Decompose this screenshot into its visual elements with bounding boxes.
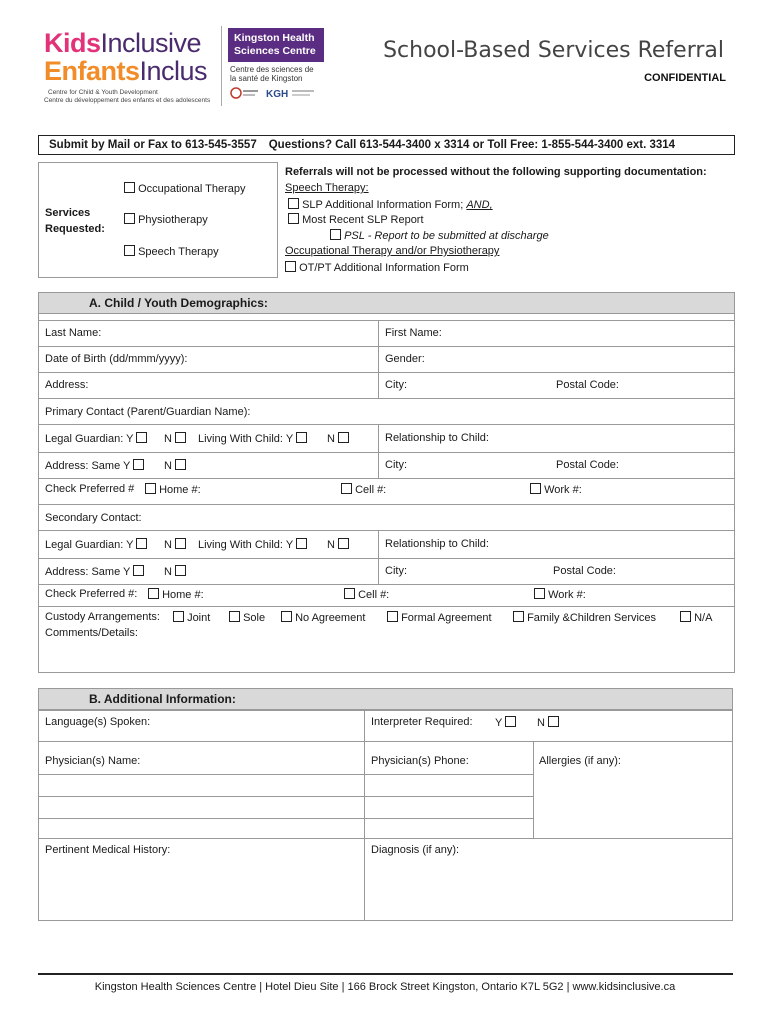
primary-address-n-checkbox[interactable] xyxy=(175,459,186,470)
custody-na-option[interactable]: N/A xyxy=(680,611,712,624)
slp-form-item[interactable]: SLP Additional Information Form; AND, xyxy=(288,198,493,211)
custody-sole-checkbox[interactable] xyxy=(229,611,240,622)
section-b-heading: B. Additional Information: xyxy=(38,688,733,710)
khsc-logo xyxy=(228,28,324,99)
secondary-address-n-checkbox[interactable] xyxy=(175,565,186,576)
questions-text: Questions? Call 613-544-3400 x 3314 or Toll Free: 1-855-544-3400 ext. 3314 xyxy=(268,139,676,151)
secondary-work-option[interactable]: Work #: xyxy=(534,588,586,601)
custody-joint-checkbox[interactable] xyxy=(173,611,184,622)
khsc-fr-line2: la santé de Kingston xyxy=(230,74,303,83)
interpreter-n-option[interactable]: N xyxy=(537,716,559,729)
khsc-line2: Sciences Centre xyxy=(234,45,316,57)
interpreter-n-checkbox[interactable] xyxy=(548,716,559,727)
services-label: Services Requested: xyxy=(45,207,105,235)
secondary-contact-field[interactable]: Secondary Contact: xyxy=(45,512,142,524)
primary-guardian-y-checkbox[interactable] xyxy=(136,432,147,443)
khsc-fr-line1: Centre des sciences de xyxy=(230,65,314,74)
speech-checkbox[interactable] xyxy=(124,245,135,256)
section-a-heading: A. Child / Youth Demographics: xyxy=(38,292,735,314)
secondary-guardian-y-checkbox[interactable] xyxy=(136,538,147,549)
ot-checkbox[interactable] xyxy=(124,182,135,193)
confidential-label: CONFIDENTIAL xyxy=(644,72,726,84)
last-name-field[interactable]: Last Name: xyxy=(45,327,102,339)
logo-subtitle-fr: Centre du développement des enfants et des adolescents xyxy=(44,97,211,104)
hospital-logo-icon xyxy=(230,87,260,99)
primary-address-same: Address: Same Y xyxy=(45,459,144,472)
primary-address-y-checkbox[interactable] xyxy=(133,459,144,470)
physician-phone-field[interactable]: Physician(s) Phone: xyxy=(371,755,469,767)
primary-work-checkbox[interactable] xyxy=(530,483,541,494)
secondary-living-y-checkbox[interactable] xyxy=(296,538,307,549)
custody-joint-option[interactable]: Joint xyxy=(173,611,210,624)
primary-legal-guardian: Legal Guardian: Y xyxy=(45,432,147,445)
page-title: School-Based Services Referral xyxy=(383,38,724,63)
primary-home-checkbox[interactable] xyxy=(145,483,156,494)
gender-field[interactable]: Gender: xyxy=(385,353,425,365)
medical-history-field[interactable]: Pertinent Medical History: xyxy=(45,844,171,856)
primary-living-with: Living With Child: Y xyxy=(198,432,307,445)
custody-family-option[interactable]: Family &Children Services xyxy=(513,611,656,624)
primary-work-option[interactable]: Work #: xyxy=(530,483,582,496)
comments-field[interactable]: Comments/Details: xyxy=(45,627,138,639)
custody-na-checkbox[interactable] xyxy=(680,611,691,622)
khsc-sublogos xyxy=(228,87,324,99)
footer-address: Kingston Health Sciences Centre | Hotel Dieu Site | 166 Brock Street Kingston, Ontario K7L 5G2 | www.kidsinclusive.ca xyxy=(94,981,676,993)
dob-field[interactable]: Date of Birth (dd/mmm/yyyy): xyxy=(45,353,188,365)
primary-living-y-checkbox[interactable] xyxy=(296,432,307,443)
service-option-speech[interactable]: Speech Therapy xyxy=(124,245,219,258)
secondary-guardian-n: N xyxy=(164,538,186,551)
secondary-check-preferred: Check Preferred #: xyxy=(45,588,138,600)
secondary-address-n: N xyxy=(164,565,186,578)
service-option-ot[interactable]: Occupational Therapy xyxy=(124,182,245,195)
interpreter-y-option[interactable]: Y xyxy=(495,716,516,729)
primary-postal-field[interactable]: Postal Code: xyxy=(556,459,619,471)
documentation-notice: Referrals will not be processed without the following supporting documentation: xyxy=(285,166,707,178)
primary-guardian-n-checkbox[interactable] xyxy=(175,432,186,443)
primary-home-option[interactable]: Home #: xyxy=(145,483,201,496)
mail-fax-text: Submit by Mail or Fax to 613-545-3557 xyxy=(49,139,257,151)
logo-inclus-text: Inclus xyxy=(139,56,208,86)
custody-formal-option[interactable]: Formal Agreement xyxy=(387,611,492,624)
custody-no-agreement-checkbox[interactable] xyxy=(281,611,292,622)
allergies-field[interactable]: Allergies (if any): xyxy=(539,755,621,767)
khsc-line1: Kingston Health xyxy=(234,32,315,44)
contact-bar xyxy=(38,135,735,155)
slp-report-item[interactable]: Most Recent SLP Report xyxy=(288,213,424,226)
primary-cell-checkbox[interactable] xyxy=(341,483,352,494)
secondary-living-with: Living With Child: Y xyxy=(198,538,307,551)
kids-inclusive-logo xyxy=(44,30,210,105)
first-name-field[interactable]: First Name: xyxy=(385,327,442,339)
pt-checkbox[interactable] xyxy=(124,213,135,224)
postal-code-field[interactable]: Postal Code: xyxy=(556,379,619,391)
secondary-city-field[interactable]: City: xyxy=(385,565,407,577)
secondary-living-n-checkbox[interactable] xyxy=(338,538,349,549)
logo-inclusive-text: Inclusive xyxy=(100,28,202,58)
secondary-guardian-n-checkbox[interactable] xyxy=(175,538,186,549)
secondary-address-y-checkbox[interactable] xyxy=(133,565,144,576)
custody-formal-checkbox[interactable] xyxy=(387,611,398,622)
custody-sole-option[interactable]: Sole xyxy=(229,611,265,624)
logo-subtitle-en: Centre for Child & Youth Development xyxy=(48,89,158,96)
diagnosis-field[interactable]: Diagnosis (if any): xyxy=(371,844,460,856)
address-field[interactable]: Address: xyxy=(45,379,89,391)
slp-form-checkbox[interactable] xyxy=(288,198,299,209)
languages-field[interactable]: Language(s) Spoken: xyxy=(45,716,151,728)
logo-enfants-text: Enfants xyxy=(44,56,140,86)
kgh-logo-icon xyxy=(266,87,316,99)
secondary-legal-guardian: Legal Guardian: Y xyxy=(45,538,147,551)
ot-pt-heading: Occupational Therapy and/or Physiotherapy xyxy=(285,245,500,257)
primary-relationship-field[interactable]: Relationship to Child: xyxy=(385,432,489,444)
secondary-living-n: N xyxy=(327,538,349,551)
primary-guardian-n: N xyxy=(164,432,186,445)
primary-living-n-checkbox[interactable] xyxy=(338,432,349,443)
primary-cell-option[interactable]: Cell #: xyxy=(341,483,386,496)
secondary-work-checkbox[interactable] xyxy=(534,588,545,599)
primary-contact-field[interactable]: Primary Contact (Parent/Guardian Name): xyxy=(45,406,251,418)
physician-name-field[interactable]: Physician(s) Name: xyxy=(45,755,141,767)
secondary-address-same: Address: Same Y xyxy=(45,565,144,578)
secondary-cell-checkbox[interactable] xyxy=(344,588,355,599)
secondary-home-option[interactable]: Home #: xyxy=(148,588,204,601)
svg-text:KGH: KGH xyxy=(266,89,289,99)
city-field[interactable]: City: xyxy=(385,379,407,391)
otpt-form-checkbox[interactable] xyxy=(285,261,296,272)
primary-address-n: N xyxy=(164,459,186,472)
secondary-home-checkbox[interactable] xyxy=(148,588,159,599)
secondary-relationship-field[interactable]: Relationship to Child: xyxy=(385,538,489,550)
logo-kids-text: Kids xyxy=(44,28,101,58)
interpreter-y-checkbox[interactable] xyxy=(505,716,516,727)
primary-living-n: N xyxy=(327,432,349,445)
logo-divider xyxy=(221,26,222,106)
slp-report-checkbox[interactable] xyxy=(288,213,299,224)
primary-city-field[interactable]: City: xyxy=(385,459,407,471)
otpt-form-item[interactable]: OT/PT Additional Information Form xyxy=(285,261,469,274)
footer-rule xyxy=(38,973,733,975)
psl-item[interactable]: PSL - Report to be submitted at discharge xyxy=(330,229,549,242)
secondary-cell-option[interactable]: Cell #: xyxy=(344,588,389,601)
custody-family-checkbox[interactable] xyxy=(513,611,524,622)
secondary-postal-field[interactable]: Postal Code: xyxy=(553,565,616,577)
speech-heading: Speech Therapy: xyxy=(285,182,369,194)
service-option-pt[interactable]: Physiotherapy xyxy=(124,213,208,226)
interpreter-label: Interpreter Required: xyxy=(371,716,473,728)
custody-no-agreement-option[interactable]: No Agreement xyxy=(281,611,365,624)
psl-checkbox[interactable] xyxy=(330,229,341,240)
primary-check-preferred: Check Preferred # xyxy=(45,483,135,495)
custody-label: Custody Arrangements: xyxy=(45,611,160,623)
